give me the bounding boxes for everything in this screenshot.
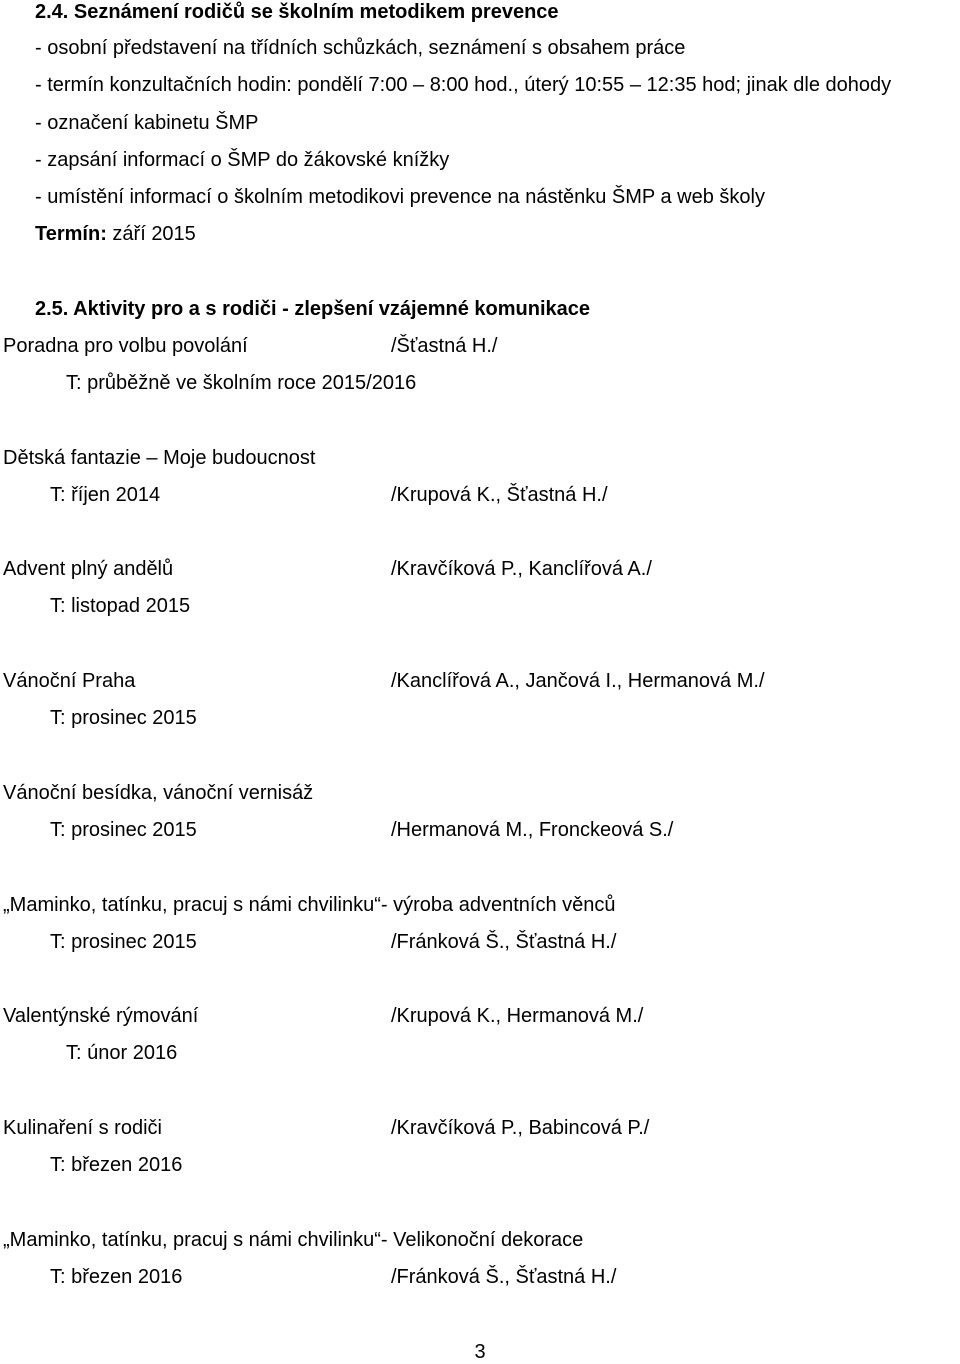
activity-responsible: /Kravčíková P., Kanclířová A./ [391,558,652,580]
activity-term: T: listopad 2015 [50,595,191,617]
activity-name: Kulinaření s rodiči [3,1117,162,1139]
section-2-4-heading: 2.4. Seznámení rodičů se školním metodikem prevence [35,1,559,23]
term-value: září 2015 [106,223,196,245]
activity-term: T: prosinec 2015 [50,931,197,953]
list-item: - umístění informací o školním metodikovi prevence na nástěnku ŠMP a web školy [35,186,765,208]
list-item: - zapsání informací o ŠMP do žákovské knížky [35,149,450,171]
activity-name: Advent plný andělů [3,558,174,580]
activity-term: T: průběžně ve školním roce 2015/2016 [66,372,417,394]
section-2-5-heading: 2.5. Aktivity pro a s rodiči - zlepšení vzájemné komunikace [35,298,591,320]
activity-name: „Maminko, tatínku, pracuj s námi chvilinku“- Velikonoční dekorace [3,1229,584,1251]
activity-term: T: březen 2016 [50,1266,183,1288]
activity-responsible: /Krupová K., Hermanová M./ [391,1005,644,1027]
term-line [35,222,196,246]
activity-term: T: prosinec 2015 [50,707,197,729]
activity-term: T: prosinec 2015 [50,819,197,841]
activity-name: Vánoční besídka, vánoční vernisáž [3,782,314,804]
activity-name: Poradna pro volbu povolání [3,335,248,357]
activity-responsible: /Krupová K., Šťastná H./ [391,484,608,506]
list-item: - termín konzultačních hodin: pondělí 7:00 – 8:00 hod., úterý 10:55 – 12:35 hod; jinak dle dohody [35,74,892,96]
activity-responsible: /Kanclířová A., Jančová I., Hermanová M./ [391,670,765,692]
activity-name: Dětská fantazie – Moje budoucnost [3,447,316,469]
activity-responsible: /Šťastná H./ [391,335,498,357]
activity-name: Valentýnské rýmování [3,1005,199,1027]
activity-name: Vánoční Praha [3,670,136,692]
activity-responsible: /Kravčíková P., Babincová P./ [391,1117,650,1139]
list-item: - osobní představení na třídních schůzkách, seznámení s obsahem práce [35,37,686,59]
activity-term: T: březen 2016 [50,1154,183,1176]
activity-responsible: /Hermanová M., Fronckeová S./ [391,819,674,841]
activity-responsible: /Fránková Š., Šťastná H./ [391,931,617,953]
activity-responsible: /Fránková Š., Šťastná H./ [391,1266,617,1288]
term-label: Termín: [35,223,107,245]
activity-term: T: říjen 2014 [50,484,161,506]
activity-term: T: únor 2016 [66,1042,178,1064]
activity-name: „Maminko, tatínku, pracuj s námi chvilinku“- výroba adventních věnců [3,894,616,916]
page-number: 3 [474,1341,486,1363]
list-item: - označení kabinetu ŠMP [35,112,259,134]
